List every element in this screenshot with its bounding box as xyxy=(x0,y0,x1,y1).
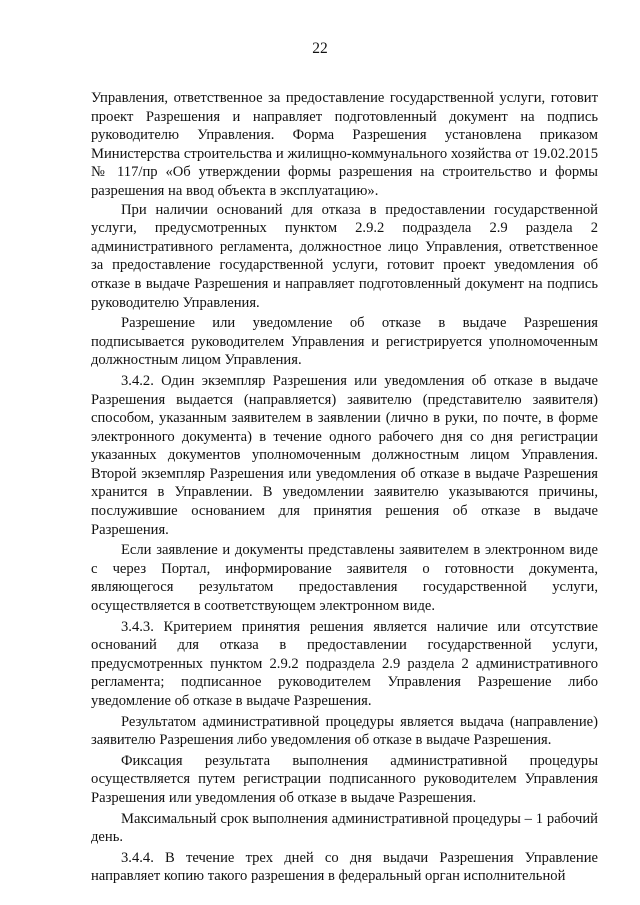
paragraph: Фиксация результата выполнения административной процедуры осуществляется путем регистрации подписанного руководителем Управления Разрешения или уведомления об отказе в выдаче Разрешения. xyxy=(91,752,598,806)
page-number: 22 xyxy=(312,40,328,57)
page-body xyxy=(91,89,598,886)
paragraph: Управления, ответственное за предоставление государственной услуги, готовит проект Разрешения и направляет подготовленный документ на подпись руководителю Управления. Форма Разрешения установлена приказом Министерства строительства и жилищно-коммунального хозяйства от 19.02.2015 № 117/пр «Об утверждении формы разрешения на строительство и формы разрешения на ввод объекта в эксплуатацию». xyxy=(91,90,598,199)
paragraph: Результатом административной процедуры является выдача (направление) заявителю Разрешения либо уведомления об отказе в выдаче Разрешения. xyxy=(91,713,598,749)
paragraph: Разрешение или уведомление об отказе в выдаче Разрешения подписывается руководителем Управления и регистрируется уполномоченным должностным лицом Управления. xyxy=(91,315,598,369)
paragraph: 3.4.3. Критерием принятия решения является наличие или отсутствие оснований для отказа в предоставлении государственной услуги, предусмотренных пунктом 2.9.2 подраздела 2.9 раздела 2 административного регламента; подписанное руководителем Управления Разрешение либо уведомление об отказе в выдаче Разрешения. xyxy=(91,618,598,709)
paragraph: Если заявление и документы представлены заявителем в электронном виде с через Портал, информирование заявителя о готовности документа, являющегося результатом предоставления государственной услуги, осуществляется в соответствующем электронном виде. xyxy=(91,542,598,615)
paragraph: 3.4.2. Один экземпляр Разрешения или уведомления об отказе в выдаче Разрешения выдается (направляется) заявителю (представителю заявителя) способом, указанным заявителем в заявлении (лично в руки, по почте, в форме электронного документа) в течение одного рабочего дня со дня регистрации указанных документов уполномоченным должностным лицом Управления. Второй экземпляр Разрешения или уведомления об отказе в выдаче Разрешения хранится в Управлении. В уведомлении заявителю указываются причины, послужившие основанием для принятия решения об отказе в выдаче Разрешения. xyxy=(91,372,598,538)
paragraph: При наличии оснований для отказа в предоставлении государственной услуги, предусмотренных пунктом 2.9.2 подраздела 2.9 раздела 2 административного регламента, должностное лицо Управления, ответственное за предоставление государственной услуги, готовит проект уведомления об отказе в выдаче Разрешения и направляет подготовленный документ на подпись руководителю Управления. xyxy=(91,201,598,311)
paragraph: 3.4.4. В течение трех дней со дня выдачи Разрешения Управление направляет копию такого разрешения в федеральный орган исполнительной xyxy=(91,849,598,885)
paragraph: Максимальный срок выполнения административной процедуры – 1 рабочий день. xyxy=(91,810,598,846)
